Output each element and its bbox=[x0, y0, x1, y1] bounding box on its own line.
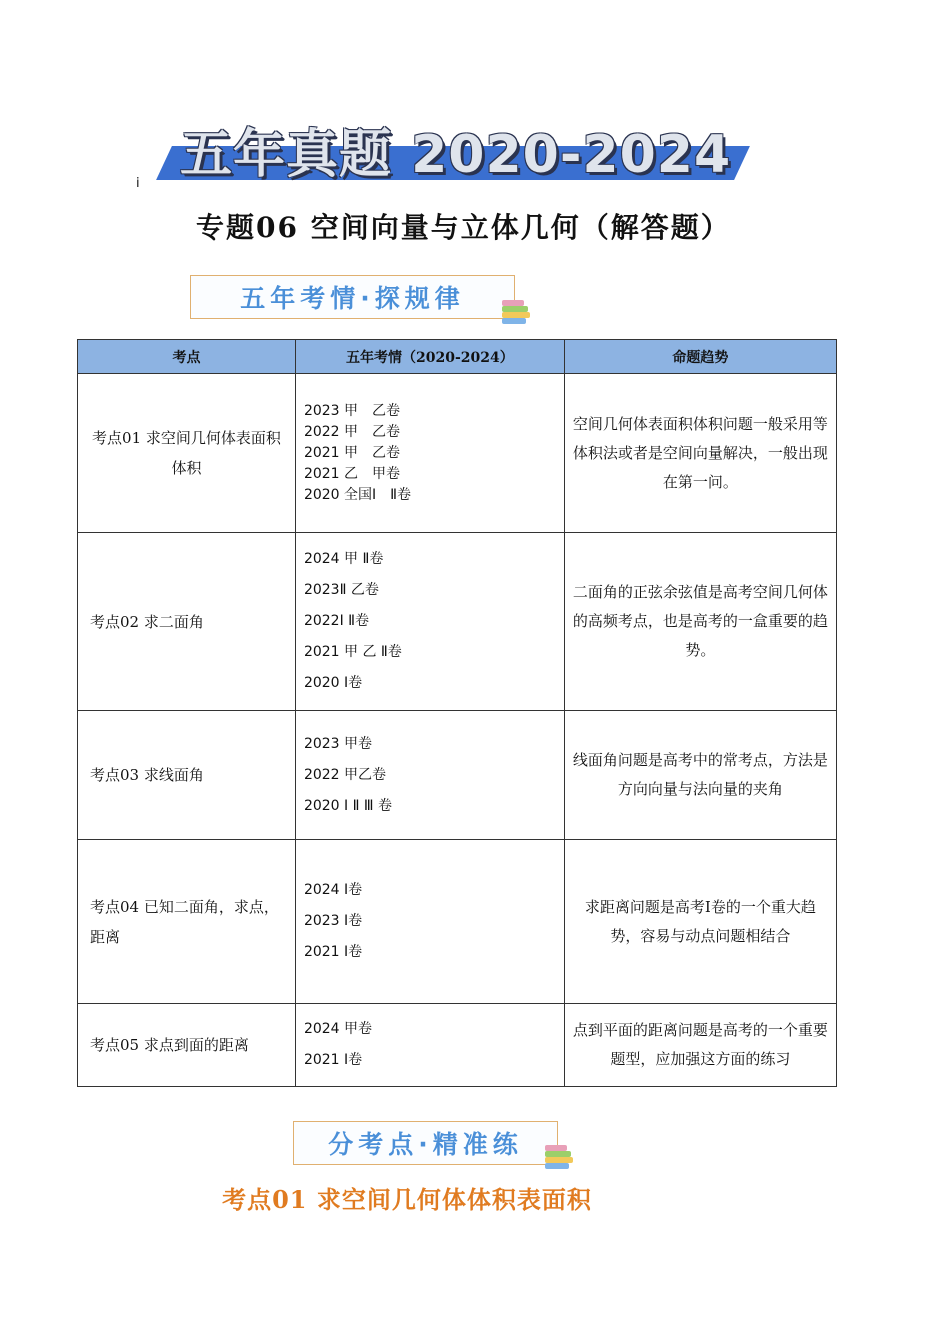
table-header-row bbox=[78, 340, 837, 374]
year-entry: 2023 甲卷 bbox=[303, 735, 373, 752]
cell-point: 考点05 求点到面的距离 bbox=[78, 1004, 296, 1087]
year-entry: 2022 甲乙卷 bbox=[303, 766, 387, 783]
table-row bbox=[78, 533, 837, 711]
header-years: 五年考情（2020-2024） bbox=[295, 340, 564, 374]
cell-trend: 线面角问题是高考中的常考点，方法是方向向量与法向量的夹角 bbox=[564, 711, 836, 840]
year-entry: 2023 Ⅰ卷 bbox=[303, 913, 363, 929]
cell-trend: 求距离问题是高考Ⅰ卷的一个重大趋势，容易与动点问题相结合 bbox=[564, 840, 836, 1004]
exam-trend-table bbox=[77, 339, 837, 1087]
year-entry: 2024 甲卷 bbox=[303, 1021, 373, 1037]
year-entry: 2022Ⅰ Ⅱ卷 bbox=[303, 613, 370, 629]
year-entry: 2023 甲 乙卷 bbox=[303, 402, 401, 419]
header-point: 考点 bbox=[78, 340, 296, 374]
cell-trend: 二面角的正弦余弦值是高考空间几何体的高频考点，也是高考的一盒重要的趋势。 bbox=[564, 533, 836, 711]
table-row bbox=[78, 840, 837, 1004]
year-entry: 2024 Ⅰ卷 bbox=[303, 882, 363, 898]
stray-mark: i bbox=[136, 176, 140, 191]
year-entry: 2021 Ⅰ卷 bbox=[303, 1052, 363, 1068]
section-header-label: 分考点·精准练 bbox=[328, 1130, 523, 1159]
cell-years bbox=[295, 1004, 564, 1087]
year-entry: 2021 甲 乙 Ⅱ卷 bbox=[303, 644, 402, 660]
books-icon bbox=[502, 300, 530, 324]
books-icon bbox=[545, 1145, 573, 1169]
section-header-label: 五年考情·探规律 bbox=[240, 284, 465, 313]
page-title: 专题06 空间向量与立体几何（解答题） bbox=[196, 211, 731, 244]
cell-years bbox=[295, 711, 564, 840]
year-entry: 2020 Ⅰ卷 bbox=[303, 675, 363, 691]
cell-years bbox=[295, 840, 564, 1004]
cell-years bbox=[295, 374, 564, 533]
cell-point: 考点04 已知二面角，求点，距离 bbox=[78, 840, 296, 1004]
header-trend: 命题趋势 bbox=[564, 340, 836, 374]
table-row bbox=[78, 711, 837, 840]
point-section-title: 考点01 求空间几何体体积表面积 bbox=[222, 1185, 592, 1214]
cell-point: 考点02 求二面角 bbox=[78, 533, 296, 711]
year-entry: 2024 甲 Ⅱ卷 bbox=[303, 551, 384, 567]
cell-point: 考点03 求线面角 bbox=[78, 711, 296, 840]
table-row bbox=[78, 1004, 837, 1087]
year-entry: 2020 Ⅰ Ⅱ Ⅲ 卷 bbox=[303, 797, 393, 814]
year-entry: 2021 甲 乙卷 bbox=[303, 444, 401, 461]
cell-trend: 空间几何体表面积体积问题一般采用等体积法或者是空间向量解决，一般出现在第一问。 bbox=[564, 374, 836, 533]
title-banner bbox=[150, 118, 750, 190]
year-entry: 2021 Ⅰ卷 bbox=[303, 944, 363, 960]
year-entry: 2020 全国Ⅰ Ⅱ卷 bbox=[303, 486, 412, 503]
section-header-trends bbox=[190, 275, 515, 319]
banner-text: 五年真题 2020-2024 bbox=[180, 125, 732, 185]
year-entry: 2023Ⅱ 乙卷 bbox=[303, 582, 379, 598]
cell-years bbox=[295, 533, 564, 711]
table-row bbox=[78, 374, 837, 533]
year-entry: 2021 乙 甲卷 bbox=[303, 465, 401, 482]
year-entry: 2022 甲 乙卷 bbox=[303, 423, 401, 440]
cell-trend: 点到平面的距离问题是高考的一个重要题型，应加强这方面的练习 bbox=[564, 1004, 836, 1087]
section-header-practice bbox=[293, 1121, 558, 1165]
cell-point: 考点01 求空间几何体表面积体积 bbox=[78, 374, 296, 533]
